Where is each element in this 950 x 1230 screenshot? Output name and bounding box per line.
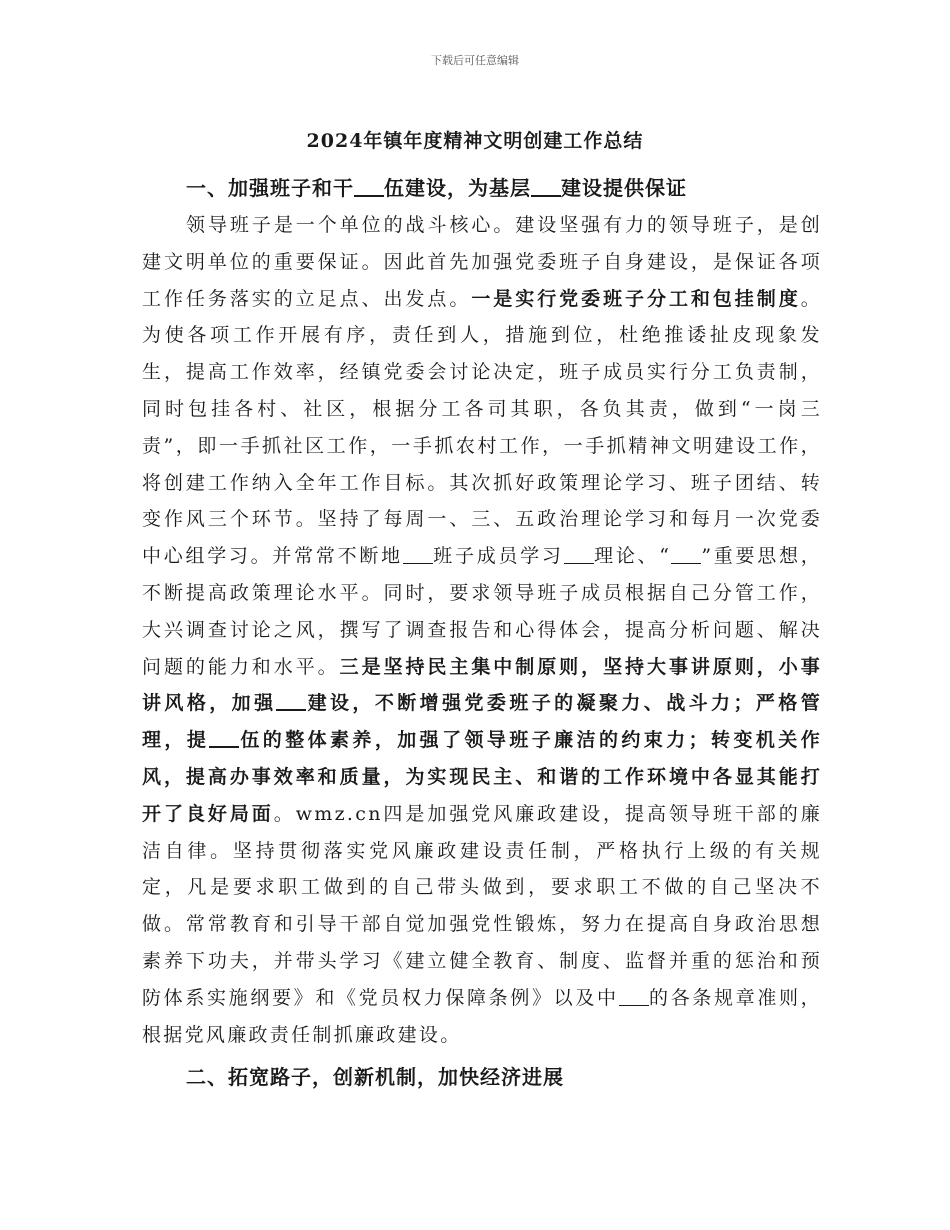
blank-line <box>354 177 384 197</box>
section-1-paragraph <box>142 207 822 1053</box>
paragraph-text: 。为使各项工作开展有序，责任到人，措施到位，杜绝推诿扯皮现象发生，提高工作效率，经镇党委会讨论决定，班子成员实行分工负责制，同时包挂各村、社区，根据分工各司其职，各负其责，做到“一岗三责”，即一手抓社区工作，一手抓农村工作，一手抓精神文明建设工作，将创建工作纳入全年工作目标。其次抓好政策理论学习、班子团结、转变作风三个环节。坚持了每周一、三、五政治理论学习和每月一次党委中心组学习。并常常不断地 <box>142 287 822 568</box>
paragraph-text: 领导班子是一个单位的战斗核心。建设坚强有力的领导班子，是创建文明单位的重要保证。因此首先加强党委班子自身建设，是保证各项工作任务落实的立足点、出发点。 <box>142 214 822 310</box>
bold-text: 建设，不断增强党委班子的凝聚力、战斗力；严格管理，提 <box>142 692 822 752</box>
page-header: 下载后可任意编辑 <box>431 54 519 67</box>
bold-point-3 <box>142 656 822 825</box>
blank-line <box>671 545 701 564</box>
paragraph-text: ”重要思想，不断提高政策理论水平。同时，要求领导班子成员根据自己分管工作，大兴调查讨论之风，撰写了调查报告和心得体会，提高分析问题、解决问题的能力和水平。 <box>142 545 822 678</box>
section-1-heading-part-b: 伍建设，为基层 <box>384 176 531 200</box>
blank-line <box>276 691 306 711</box>
paragraph-text: 理论、“ <box>593 545 672 568</box>
blank-line <box>531 177 561 197</box>
bold-text: 三是坚持民主集中制原则，坚持大事讲原则，小事讲风格，加强 <box>142 655 822 715</box>
section-1-heading-part-c: 建设提供保证 <box>561 176 687 200</box>
bold-point-1: 一是实行党委班子分工和包挂制度 <box>471 287 801 310</box>
section-1-heading-part-a: 一、加强班子和干 <box>186 176 354 200</box>
paragraph-text: 班子成员学习 <box>432 545 564 568</box>
blank-line <box>403 545 433 564</box>
paragraph-text: 。wmz.cn四是加强党风廉政建设，提高领导班干部的廉洁自律。坚持贯彻落实党风廉政建设责任制，严格执行上级的有关规定，凡是要求职工做到的自己带头做到，要求职工不做的自己坚决不做。常常教育和引导干部自觉加强党性锻炼，努力在提高自身政治思想素养下功夫，并带头学习《建立健全教育、制度、监督并重的惩治和预防体系实施纲要》和《党员权力保障条例》以及中 <box>142 802 822 1009</box>
blank-line <box>564 545 594 564</box>
blank-line <box>619 987 649 1006</box>
bold-text: 伍的整体素养，加强了领导班子廉洁的约束力；转变机关作风，提高办事效率和质量，为实现民主、和谐的工作环境中各显其能打开了良好局面 <box>142 729 822 825</box>
blank-line <box>209 728 239 748</box>
section-1-heading <box>142 170 822 207</box>
paragraph-text: 的各条规章准则，根据党风廉政责任制抓廉政建设。 <box>142 986 822 1046</box>
document-body <box>142 170 822 1096</box>
document-title: 2024年镇年度精神文明创建工作总结 <box>306 130 644 152</box>
section-2-heading: 二、拓宽路子，创新机制，加快经济进展 <box>186 1065 564 1090</box>
